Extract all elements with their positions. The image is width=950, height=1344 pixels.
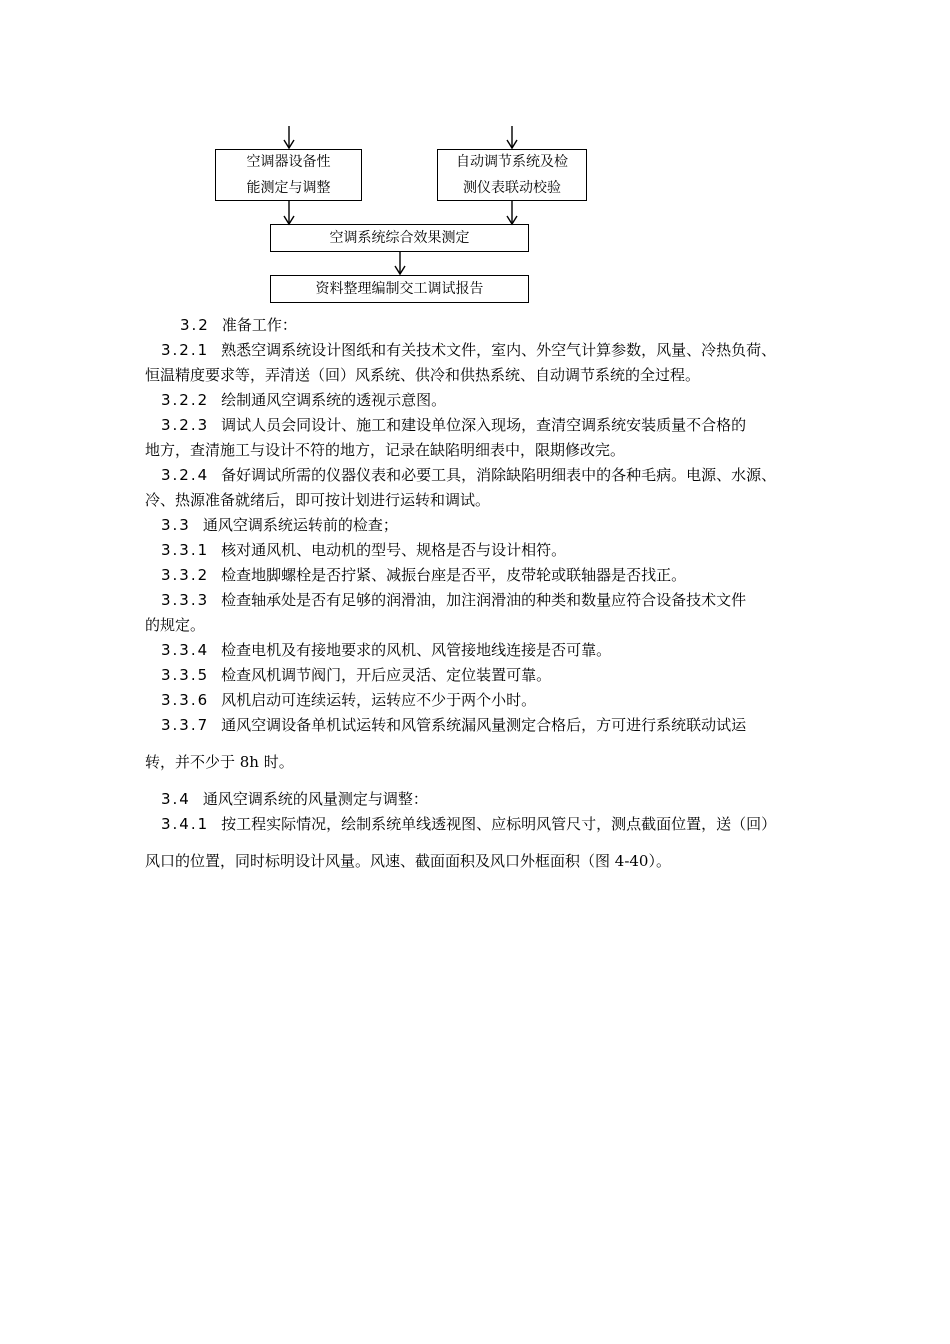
paragraph [145,388,815,413]
flow-box-line: 空调器设备性 [246,154,331,170]
paragraph-continuation: 转，并不少于 8h 时。 [145,753,294,771]
paragraph-continuation: 恒温精度要求等，弄清送（回）风系统、供冷和供热系统、自动调节系统的全过程。 [145,366,701,384]
paragraph [145,663,815,688]
item-text: 风机启动可连续运转，运转应不少于两个小时。 [221,691,537,709]
item-text: 准备工作： [221,316,297,334]
body-text [145,313,815,874]
item-number: 3.3.3 [161,591,210,609]
item-number: 3.3.1 [161,541,210,559]
item-number: 3.3 [161,516,191,534]
item-text: 备好调试所需的仪器仪表和必要工具，消除缺陷明细表中的各种毛病。电源、水源、 [221,466,777,484]
item-text: 熟悉空调系统设计图纸和有关技术文件，室内、外空气计算参数，风量、冷热负荷、 [221,341,777,359]
item-number: 3.2.4 [161,466,210,484]
item-text: 核对通风机、电动机的型号、规格是否与设计相符。 [221,541,567,559]
paragraph [145,563,815,588]
flow-box-report: 资料整理编制交工调试报告 [270,275,529,303]
paragraph-continuation: 地方，查清施工与设计不符的地方，记录在缺陷明细表中，限期修改完。 [145,441,626,459]
item-text: 按工程实际情况，绘制系统单线透视图、应标明风管尺寸，测点截面位置，送（回） [221,815,777,833]
flow-box-equipment-test [215,149,362,201]
paragraph [145,713,815,738]
item-text: 检查电机及有接地要求的风机、风管接地线连接是否可靠。 [221,641,612,659]
flow-box-auto-control [437,149,587,201]
paragraph [145,688,815,713]
item-text: 绘制通风空调系统的透视示意图。 [221,391,447,409]
item-number: 3.2.1 [161,341,210,359]
spacer [145,775,815,787]
item-text: 通风空调设备单机试运转和风管系统漏风量测定合格后，方可进行系统联动试运 [221,716,747,734]
item-number: 3.3.7 [161,716,210,734]
item-number: 3.4 [161,790,191,808]
paragraph [145,538,815,563]
item-number: 3.2.3 [161,416,210,434]
flow-box-line: 测仪表联动校验 [463,180,561,196]
spacer [145,738,815,750]
paragraph-continuation: 风口的位置，同时标明设计风量。风速、截面面积及风口外框面积（图 4-40）。 [145,852,671,870]
flow-box-system-test: 空调系统综合效果测定 [270,224,529,252]
paragraph [145,338,815,363]
item-number: 3.3.2 [161,566,210,584]
item-number: 3.3.6 [161,691,210,709]
item-number: 3.2.2 [161,391,210,409]
section-heading [145,787,815,812]
item-text: 调试人员会同设计、施工和建设单位深入现场，查清空调系统安装质量不合格的 [221,416,747,434]
paragraph [145,812,815,837]
paragraph-continuation: 的规定。 [145,616,206,634]
paragraph [145,413,815,438]
item-number: 3.3.5 [161,666,210,684]
paragraph [145,638,815,663]
flowchart [0,0,950,310]
section-heading [145,513,815,538]
item-text: 通风空调系统运转前的检查； [202,516,398,534]
item-text: 检查轴承处是否有足够的润滑油，加注润滑油的种类和数量应符合设备技术文件 [221,591,747,609]
item-text: 通风空调系统的风量测定与调整： [202,790,428,808]
item-number: 3.2 [180,316,210,334]
item-text: 检查地脚螺栓是否拧紧、减振台座是否平，皮带轮或联轴器是否找正。 [221,566,687,584]
section-heading [145,313,815,338]
spacer [145,837,815,849]
paragraph-continuation: 冷、热源准备就绪后，即可按计划进行运转和调试。 [145,491,491,509]
paragraph [145,588,815,613]
item-number: 3.4.1 [161,815,210,833]
paragraph [145,463,815,488]
item-text: 检查风机调节阀门，开后应灵活、定位装置可靠。 [221,666,552,684]
flow-box-line: 自动调节系统及检 [456,154,568,170]
flow-box-line: 能测定与调整 [246,180,331,196]
item-number: 3.3.4 [161,641,210,659]
